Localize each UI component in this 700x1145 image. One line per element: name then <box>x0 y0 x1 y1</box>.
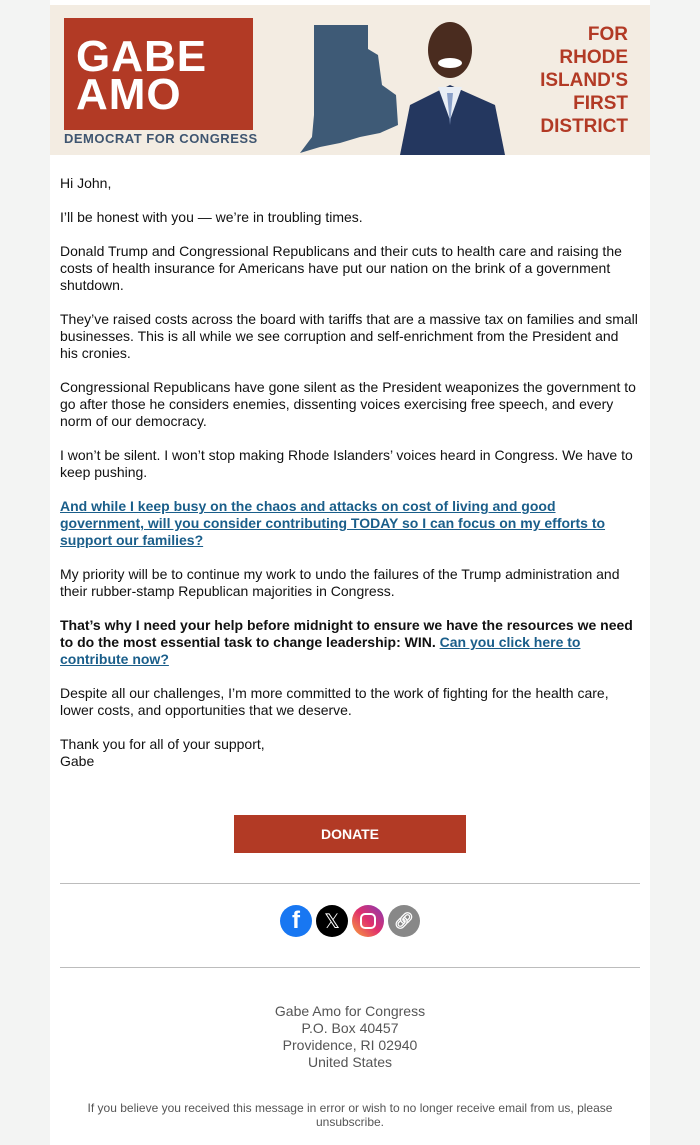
contribute-link[interactable]: And while I keep busy on the chaos and attacks on cost of living and good government, will you consider contributing TODAY so I can focus on my efforts to support our families? <box>60 498 606 548</box>
link-icon[interactable]: 🔗︎ <box>388 905 420 937</box>
bold-paragraph: That’s why I need your help before midnight to ensure we have the resources we need to do the most essential task to change leadership: WIN. <box>60 617 633 650</box>
signoff: Thank you for all of your support, <box>60 736 265 752</box>
facebook-icon[interactable]: f <box>280 905 312 937</box>
logo-subtitle: DEMOCRAT FOR CONGRESS <box>64 131 258 146</box>
tagline-line: FIRST <box>573 93 628 114</box>
footer-country: United States <box>307 1054 393 1070</box>
divider <box>60 883 640 884</box>
tagline-line: DISTRICT <box>540 116 628 137</box>
contribute-now-link[interactable]: Can you click here to contribute now? <box>60 634 581 667</box>
header-banner <box>50 5 650 155</box>
tagline <box>540 23 628 138</box>
footer-org: Gabe Amo for Congress <box>274 1003 426 1019</box>
greeting: Hi John, <box>60 175 112 191</box>
email-card <box>50 0 650 1145</box>
signature: Gabe <box>60 753 95 769</box>
paragraph: My priority will be to continue my work to undo the failures of the Trump administration and their rubber-stamp Republican majorities in Congress. <box>60 566 620 599</box>
paragraph: Congressional Republicans have gone silent as the President weaponizes the government to go after those he considers enemies, dissenting voices exercising free speech, and every norm of our democracy. <box>60 379 636 429</box>
footer-address <box>50 1003 650 1071</box>
paragraph: I’ll be honest with you — we’re in troubling times. <box>60 209 363 225</box>
paragraph: Despite all our challenges, I’m more committed to the work of fighting for the health care, lower costs, and opportunities that we deserve. <box>60 685 609 718</box>
x-twitter-icon[interactable]: 𝕏 <box>316 905 348 937</box>
paragraph: They’ve raised costs across the board with tariffs that are a massive tax on families and small businesses. This is all while we see corruption and self-enrichment from the President and his cronies. <box>60 311 638 361</box>
tagline-line: FOR <box>587 24 628 45</box>
paragraph: Donald Trump and Congressional Republicans and their cuts to health care and raising the costs of health insurance for Americans have put our nation on the brink of a government shutdown. <box>60 243 622 293</box>
logo-line1: GABE <box>76 32 208 81</box>
logo <box>64 18 253 130</box>
tagline-line: ISLAND'S <box>540 70 628 91</box>
donate-button[interactable]: DONATE <box>234 815 466 853</box>
logo-line2: AMO <box>76 70 182 119</box>
divider <box>60 967 640 968</box>
footer-city: Providence, RI 02940 <box>282 1037 418 1053</box>
instagram-icon[interactable] <box>352 905 384 937</box>
tagline-line: RHODE <box>559 47 628 68</box>
footer-po-box: P.O. Box 40457 <box>301 1020 399 1036</box>
unsubscribe-text[interactable]: If you believe you received this message in error or wish to no longer receive email from us, please unsubscribe. <box>87 1101 613 1129</box>
candidate-photo <box>380 15 520 155</box>
email-body <box>60 175 640 770</box>
paragraph: I won’t be silent. I won’t stop making Rhode Islanders’ voices heard in Congress. We have to keep pushing. <box>60 447 633 480</box>
social-links <box>280 905 420 937</box>
